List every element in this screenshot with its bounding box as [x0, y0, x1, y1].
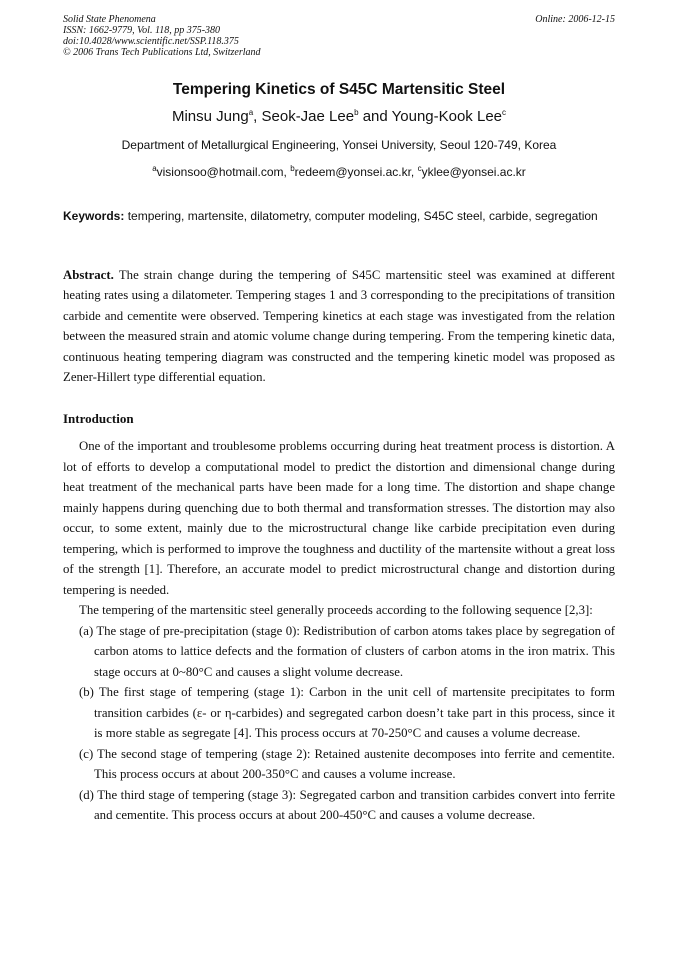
- author-mark: c: [502, 108, 507, 117]
- body-paragraph: The tempering of the martensitic steel generally proceeds according to the following sequence [2,3]:: [79, 603, 593, 617]
- keywords-text: tempering, martensite, dilatometry, computer modeling, S45C steel, carbide, segregation: [124, 209, 598, 223]
- abstract-block: [63, 265, 615, 387]
- author-mark: a: [248, 108, 254, 117]
- journal-name: Solid State Phenomena: [63, 14, 156, 25]
- publication-header: [63, 14, 615, 58]
- keywords-label: Keywords:: [63, 209, 125, 223]
- author-emails: [0, 165, 678, 179]
- email-mark: b: [290, 164, 295, 173]
- author-name: Minsu Jung: [171, 108, 249, 125]
- tempering-stage-list: [63, 621, 615, 826]
- author-list: [0, 108, 678, 125]
- copyright-line: © 2006 Trans Tech Publications Ltd, Switzerland: [63, 47, 261, 58]
- section-heading: Introduction: [63, 411, 134, 426]
- keywords-block: [63, 206, 615, 227]
- online-date: Online: 2006-12-15: [535, 14, 615, 25]
- list-item: (d) The third stage of tempering (stage 3): Segregated carbon and transition carbides convert into ferrite and cementite. This process occurs at about 200-450°C and causes a volume decrease.: [79, 787, 615, 822]
- email-mark: a: [152, 164, 157, 173]
- abstract-text: The strain change during the tempering of S45C martensitic steel was examined at different heating rates using a dilatometer. Tempering stages 1 and 3 corresponding to the precipitations of transition carbide and cementite were observed. Tempering kinetics at each stage was investigated from the relation between the measured strain and atomic volume change during tempering. From the tempering kinetic data, continuous heating tempering diagram was constructed and the tempering kinetic model was proposed as Zener-Hillert type differential equation.: [63, 268, 615, 385]
- author-mark: b: [354, 108, 359, 117]
- email-address: redeem@yonsei.ac.kr,: [294, 165, 418, 179]
- list-item: (b) The first stage of tempering (stage 1): Carbon in the unit cell of martensite precipitates to form transition carbides (ε- or η-carbides) and segregated carbon doesn’t take part in this process, since it is more stable as segregate [4]. This process occurs at 70-250°C and causes a volume decrease.: [79, 685, 615, 740]
- doi-line: doi:10.4028/www.scientific.net/SSP.118.375: [63, 36, 239, 47]
- email-address: visionsoo@hotmail.com,: [156, 165, 291, 179]
- list-item: (a) The stage of pre-precipitation (stage 0): Redistribution of carbon atoms takes place by segregation of carbon atoms to lattice defects and the formation of clusters of carbon atoms in the iron matrix. This stage occurs at 0~80°C and causes a slight volume decrease.: [79, 623, 615, 679]
- affiliation: Department of Metallurgical Engineering, Yonsei University, Seoul 120-749, Korea: [121, 138, 557, 152]
- body-paragraph: One of the important and troublesome problems occurring during heat treatment process is distortion. A lot of efforts to develop a computational model to predict the distortion and dimensional change during heat treatment of the mechanical parts have been made for a long time. The distortion and shape change mainly happens during quenching due to both thermal and transformation stresses. The distortion may also occur, to some extent, mainly due to the microstructural change like carbide precipitation even during tempering, which is performed to improve the toughness and ductility of the martensite without a great loss of the strength [1]. Therefore, an accurate model to predict microstructural change and distortion during tempering is needed.: [63, 439, 615, 597]
- author-name: Seok-Jae Lee: [261, 108, 355, 125]
- issn-line: ISSN: 1662-9779, Vol. 118, pp 375-380: [63, 25, 221, 36]
- introduction-body: [63, 436, 615, 826]
- author-separator: ,: [253, 108, 262, 125]
- email-mark: c: [417, 164, 422, 173]
- author-name: Young-Kook Lee: [391, 108, 503, 125]
- abstract-label: Abstract.: [63, 268, 114, 282]
- list-item: (c) The second stage of tempering (stage 2): Retained austenite decomposes into ferrite and cementite. This process occurs at about 200-350°C and causes a volume increase.: [79, 746, 615, 781]
- author-separator: and: [358, 108, 392, 125]
- email-address: yklee@yonsei.ac.kr: [421, 165, 526, 179]
- paper-title: Tempering Kinetics of S45C Martensitic Steel: [172, 81, 506, 98]
